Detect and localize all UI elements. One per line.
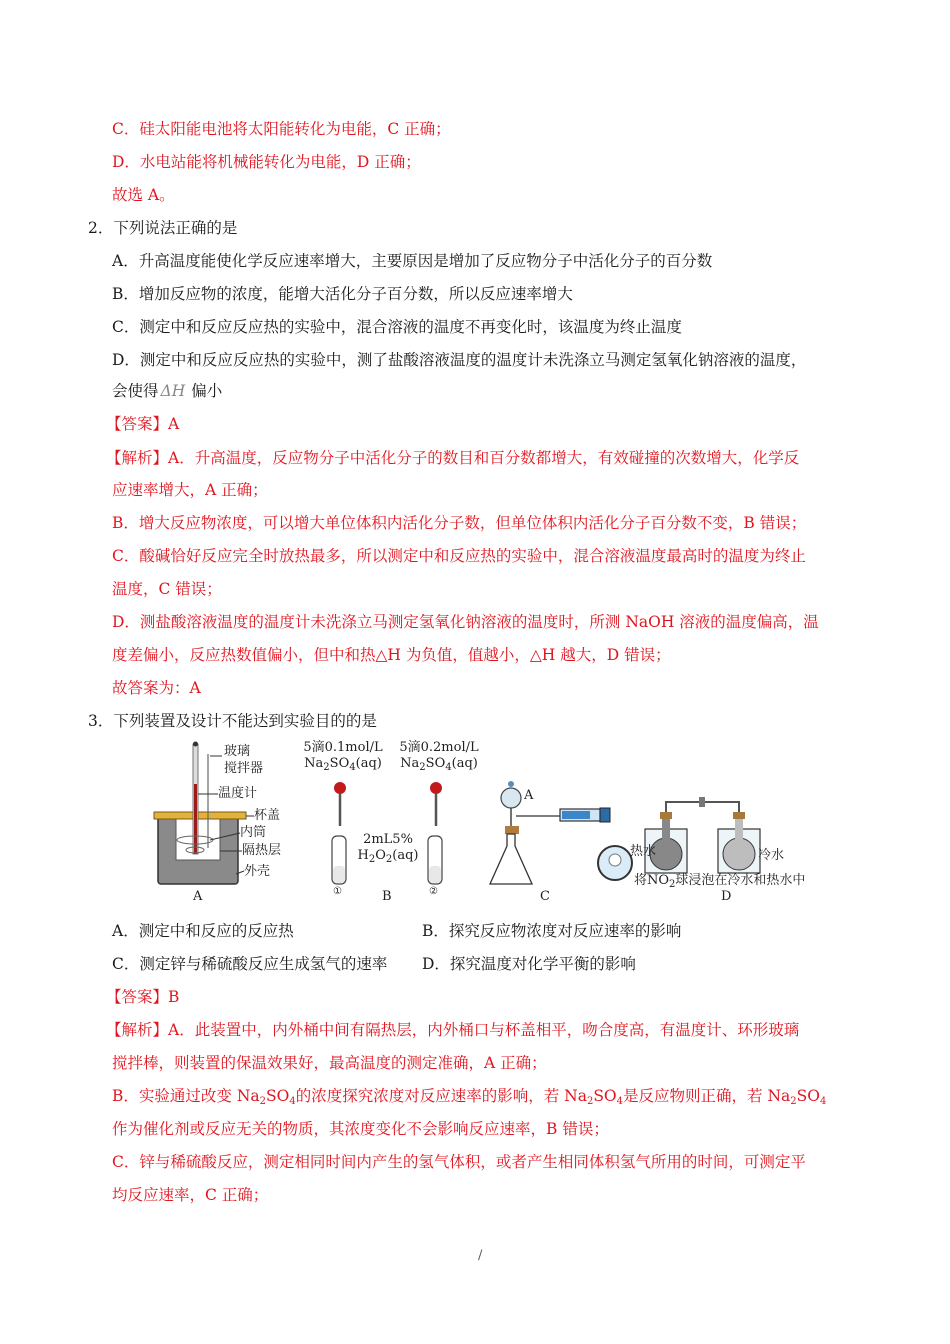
q2-analysis-line6: D．测盐酸溶液温度的温度计未洗涤立马测定氢氧化钠溶液的温度时，所测 NaOH 溶液的温度偏高，温 xyxy=(112,613,819,631)
question-3-stem xyxy=(88,711,377,731)
label-insulation: 隔热层 xyxy=(242,843,282,858)
analysis-label: 【解析】 xyxy=(106,1021,169,1039)
question-number: 2． xyxy=(88,219,114,237)
tube-1-number: ① xyxy=(333,886,342,897)
delta-h-symbol: ΔH xyxy=(160,382,186,400)
panel-b-caption: B xyxy=(382,889,392,904)
question-text: 下列说法正确的是 xyxy=(113,219,238,237)
q3-analysis-c2: 均反应速率，C 正确； xyxy=(112,1186,269,1204)
prev-explanation-d: D．水电站能将机械能转化为电能，D 正确； xyxy=(112,153,421,171)
q2-analysis-line7: 度差偏小，反应热数值偏小，但中和热△H 为负值，值越小，△H 越大，D 错误； xyxy=(112,646,671,664)
tube-reagent-label: 2mL5% $H_2O_2(aq)$ xyxy=(357,832,419,865)
q2-analysis-line3: B．增大反应物浓度，可以增大单位体积内活化分子数，但单位体积内活化分子百分数不变，B 错误； xyxy=(112,514,807,532)
q2-option-b: B．增加反应物的浓度，能增大活化分子百分数，所以反应速率增大 xyxy=(112,285,573,303)
q2-option-c: C．测定中和反应反应热的实验中，混合溶液的温度不再变化时，该温度为终止温度 xyxy=(112,318,682,336)
panel-d-caption: D xyxy=(721,889,732,904)
prev-explanation-c: C．硅太阳能电池将太阳能转化为电能，C 正确； xyxy=(112,120,451,138)
q3-analysis-c1: C．锌与稀硫酸反应，测定相同时间内产生的氢气体积，或者产生相同体积氢气所用的时间，可测定平 xyxy=(112,1153,806,1171)
dropper-2-label: 5滴0.2mol/L $Na_2SO_4(aq)$ xyxy=(399,740,479,773)
q2-analysis-line4: C．酸碱恰好反应完全时放热最多，所以测定中和反应热的实验中，混合溶液温度最高时的温度为终止 xyxy=(112,547,806,565)
label-glass: 玻璃 xyxy=(224,744,251,759)
q3-option-b: B．探究反应物浓度对反应速率的影响 xyxy=(422,922,682,940)
cold-water-label: 冷水 xyxy=(758,848,785,863)
q3-option-a: A．测定中和反应的反应热 xyxy=(112,922,294,940)
question-text: 下列装置及设计不能达到实验目的的是 xyxy=(113,712,377,730)
page-footer-mark: / xyxy=(478,1248,483,1263)
q2-option-d-line1: D．测定中和反应反应热的实验中，测了盐酸溶液温度的温度计未洗涤立马测定氢氧化钠溶液的温度， xyxy=(112,351,807,369)
question-2-stem xyxy=(88,218,237,238)
q3-answer xyxy=(106,987,179,1007)
q2-option-a: A．升高温度能使化学反应速率增大，主要原因是增加了反应物分子中活化分子的百分数 xyxy=(112,252,713,270)
answer-label: 【答案】 xyxy=(106,988,169,1006)
answer-value: B xyxy=(168,988,180,1006)
analysis-label: 【解析】 xyxy=(106,449,169,467)
q2-option-d-line2: 会使得 ΔH 偏小 xyxy=(112,382,223,400)
q2-analysis-line5: 温度，C 错误； xyxy=(112,580,222,598)
apparatus-figure xyxy=(150,736,820,906)
dropper-1-label: 5滴0.1mol/L $Na_2SO_4(aq)$ xyxy=(303,740,383,773)
q2-answer xyxy=(106,414,179,434)
q2-analysis-line1: 【解析】A．升高温度，反应物分子中活化分子的数目和百分数都增大，有效碰撞的次数增大，化学反 xyxy=(106,449,800,467)
hot-water-label: 热水 xyxy=(630,844,657,859)
q3-analysis-a2: 搅拌棒，则装置的保温效果好，最高温度的测定准确，A 正确； xyxy=(112,1054,547,1072)
q3-option-d: D．探究温度对化学平衡的影响 xyxy=(422,955,636,973)
answer-label: 【答案】 xyxy=(106,415,169,433)
question-number: 3． xyxy=(88,712,114,730)
funnel-label-a: A xyxy=(524,788,534,803)
q2-analysis-line8: 故答案为：A xyxy=(112,679,201,697)
prev-conclusion: 故选 A。 xyxy=(112,186,175,204)
q3-analysis-a1: 【解析】A．此装置中，内外桶中间有隔热层，内外桶口与杯盖相平，吻合度高，有温度计、环形玻璃 xyxy=(106,1021,800,1039)
no2-note: 将$NO_2$球浸泡在冷水和热水中 xyxy=(634,873,806,890)
tube-2-number: ② xyxy=(429,886,438,897)
label-stirrer: 搅拌器 xyxy=(224,761,264,776)
label-thermometer: 温度计 xyxy=(218,786,258,801)
panel-a-caption: A xyxy=(193,889,203,904)
q3-analysis-b1: B．实验通过改变 $Na_2SO_4$的浓度探究浓度对反应速率的影响，若 $Na_2SO_4$是反应物则正确，若 $Na_2SO_4$ xyxy=(112,1087,827,1107)
label-lid: 杯盖 xyxy=(254,808,281,823)
label-shell: 外壳 xyxy=(244,864,271,879)
q2-analysis-line2: 应速率增大，A 正确； xyxy=(112,481,268,499)
answer-value: A xyxy=(168,415,180,433)
q3-option-c: C．测定锌与稀硫酸反应生成氢气的速率 xyxy=(112,955,388,973)
label-inner: 内筒 xyxy=(240,825,267,840)
panel-c-caption: C xyxy=(540,889,550,904)
q3-analysis-b2: 作为催化剂或反应无关的物质，其浓度变化不会影响反应速率，B 错误； xyxy=(112,1120,609,1138)
